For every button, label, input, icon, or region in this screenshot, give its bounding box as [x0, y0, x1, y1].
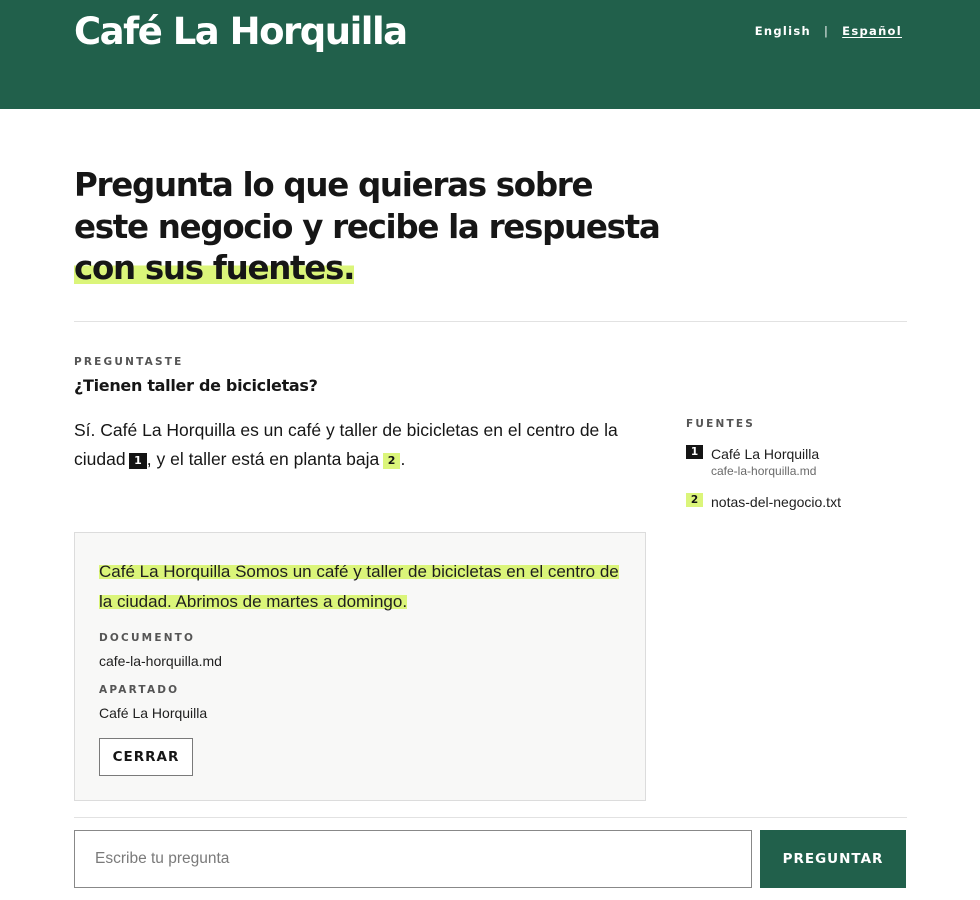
- divider: [74, 817, 907, 818]
- source-info: [711, 493, 841, 511]
- citation-2-badge[interactable]: 2: [383, 453, 401, 469]
- citation-1-badge[interactable]: 1: [129, 453, 147, 469]
- headline-text: Pregunta lo que quieras sobre este negocio y recibe la respuesta: [74, 166, 660, 246]
- language-switcher: [755, 24, 902, 38]
- document-value: cafe-la-horquilla.md: [99, 653, 222, 669]
- section-label: APARTADO: [99, 684, 180, 696]
- document-label: DOCUMENTO: [99, 632, 196, 644]
- headline-highlight: con sus fuentes.: [74, 249, 355, 287]
- close-button[interactable]: CERRAR: [99, 738, 193, 776]
- answer-part: .: [400, 449, 406, 469]
- brand-logo[interactable]: Café La Horquilla: [74, 10, 407, 53]
- source-quote: [99, 557, 629, 616]
- answer-part: Sí. Café La Horquilla es un café y taller de bicicletas en el centro de la ciudad: [74, 420, 618, 469]
- section-value: Café La Horquilla: [99, 705, 208, 721]
- source-number-badge: 2: [686, 493, 703, 507]
- question-text: ¿Tienen taller de bicicletas?: [74, 376, 318, 395]
- site-header: [0, 0, 980, 109]
- divider: [74, 321, 907, 322]
- answer-text: [74, 416, 644, 474]
- source-name[interactable]: notas-del-negocio.txt: [711, 494, 841, 510]
- lang-separator: |: [823, 24, 830, 38]
- source-file: cafe-la-horquilla.md: [711, 464, 817, 478]
- source-name[interactable]: Café La Horquilla: [711, 446, 820, 462]
- question-input[interactable]: [74, 830, 752, 888]
- source-number-badge: 1: [686, 445, 703, 459]
- source-item-2[interactable]: [686, 493, 841, 511]
- answer-part: , y el taller está en planta baja: [146, 449, 380, 469]
- page-headline: [74, 165, 674, 290]
- lang-spanish-link[interactable]: Español: [842, 24, 902, 38]
- ask-button[interactable]: PREGUNTAR: [760, 830, 906, 888]
- citation-popover: [74, 532, 646, 801]
- source-item-1[interactable]: [686, 445, 819, 479]
- sources-label: FUENTES: [686, 418, 755, 430]
- lang-english-link[interactable]: English: [754, 24, 811, 38]
- source-info: [711, 445, 819, 479]
- quote-highlight: Café La Horquilla Somos un café y taller de bicicletas en el centro de la ciudad. Abrimos de martes a domingo.: [99, 562, 619, 611]
- asked-label: PREGUNTASTE: [74, 356, 184, 368]
